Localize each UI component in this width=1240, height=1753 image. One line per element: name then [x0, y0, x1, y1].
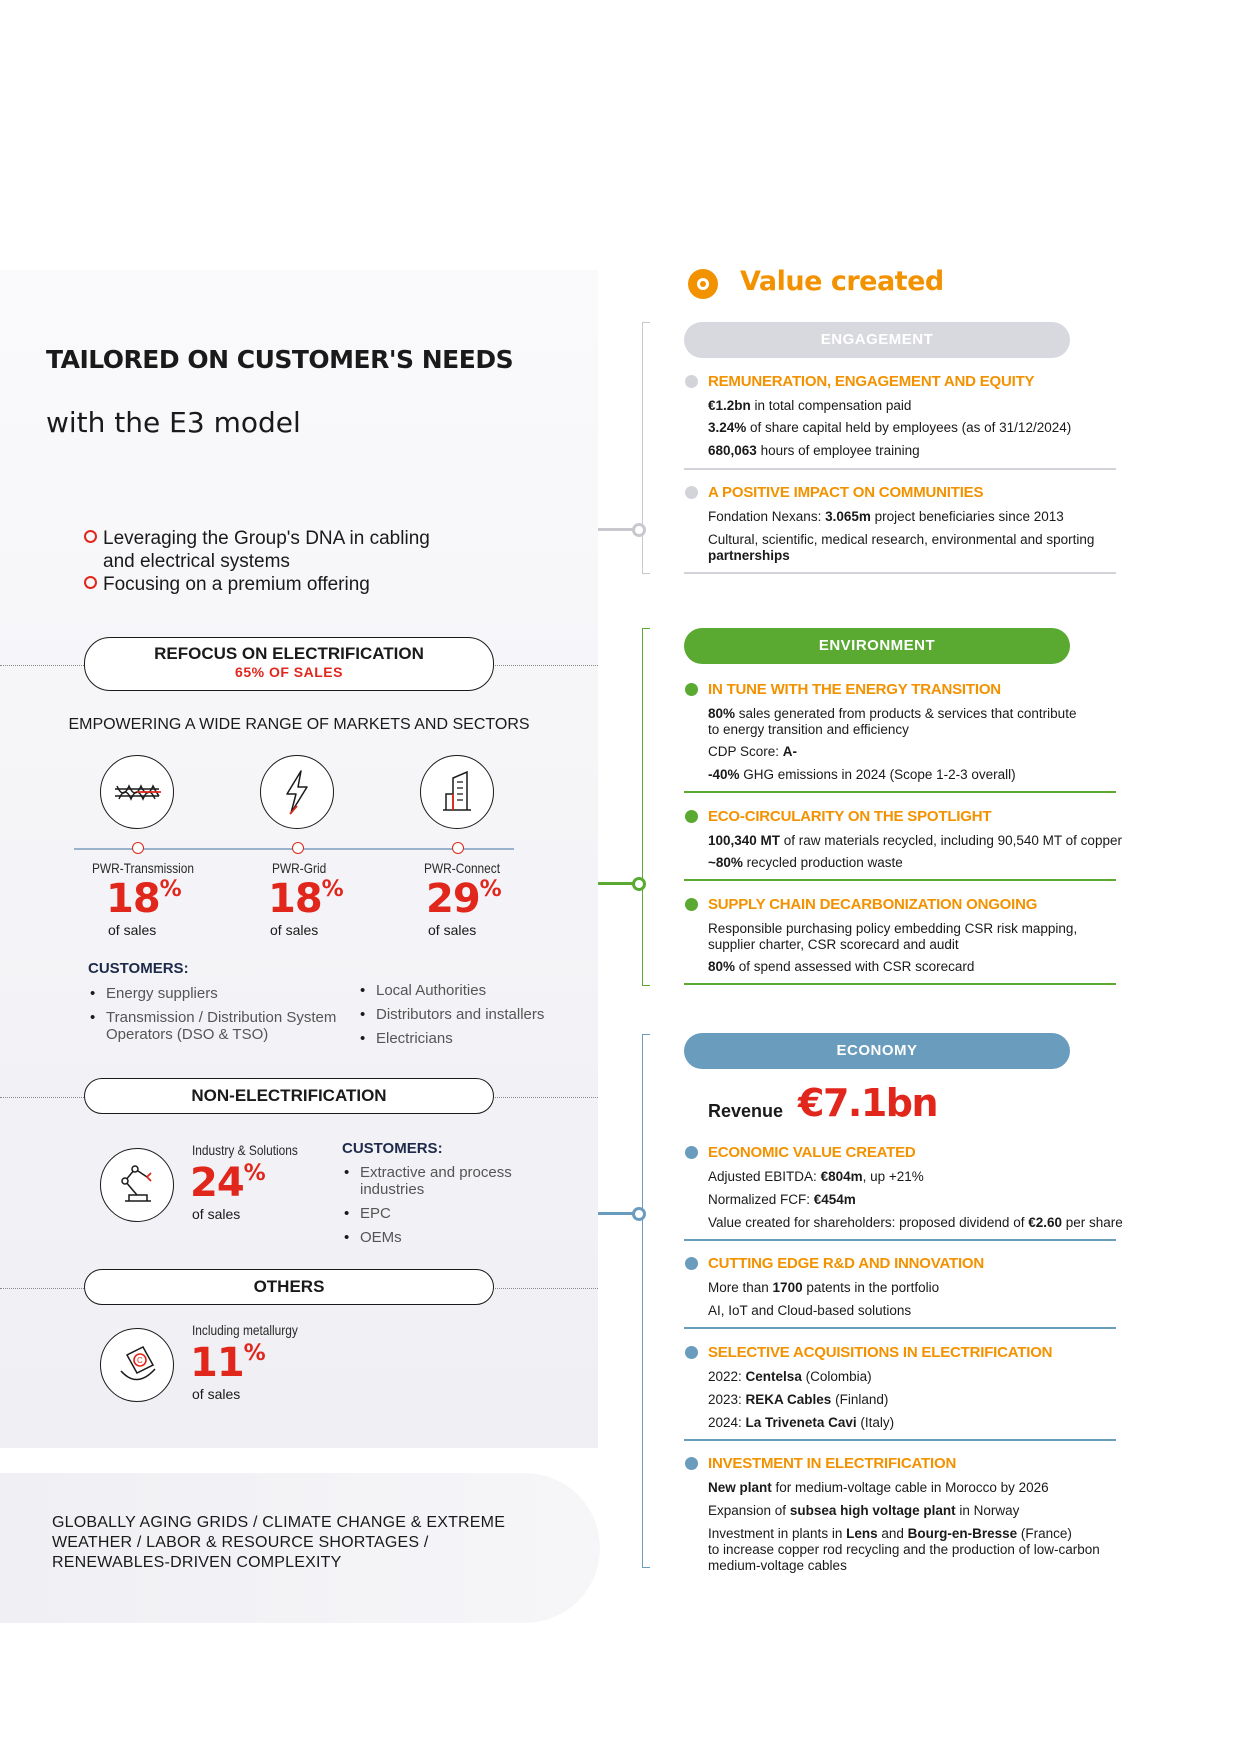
- segment-name: Industry & Solutions: [192, 1142, 298, 1158]
- engagement-node: [632, 523, 646, 537]
- item-line: 3.24% of share capital held by employees (as of 31/12/2024): [708, 420, 1072, 435]
- dna-text: [84, 527, 430, 596]
- item-heading: INVESTMENT IN ELECTRIFICATION: [708, 1455, 957, 1472]
- segment-name: PWR-Connect: [424, 860, 501, 876]
- segment-pct: 24%: [190, 1160, 265, 1206]
- revenue-value: €7.1bn: [798, 1081, 938, 1125]
- item-line: Value created for shareholders: proposed dividend of €2.60 per share: [708, 1215, 1123, 1230]
- item-line: Adjusted EBITDA: €804m, up +21%: [708, 1169, 924, 1184]
- dna-line-1: Leveraging the Group's DNA in cabling: [103, 528, 430, 549]
- bottom-line: GLOBALLY AGING GRIDS / CLIMATE CHANGE & EXTREME: [52, 1514, 506, 1531]
- engagement-pill: ENGAGEMENT: [684, 322, 1070, 358]
- ring-bullet-icon: [84, 576, 97, 589]
- item-line: Fondation Nexans: 3.065m project beneficiaries since 2013: [708, 509, 1064, 524]
- segment-pct: 11%: [190, 1340, 265, 1386]
- item-heading: REMUNERATION, ENGAGEMENT AND EQUITY: [708, 373, 1035, 390]
- economy-dot: [685, 1457, 698, 1470]
- item-line: Expansion of subsea high voltage plant in Norway: [708, 1503, 1020, 1518]
- customers-list-2: [358, 982, 568, 1054]
- environment-node: [632, 877, 646, 891]
- segment-sales: of sales: [108, 922, 157, 938]
- list-item: • Extractive and process industries: [342, 1164, 542, 1198]
- item-line: ~80% recycled production waste: [708, 855, 903, 870]
- segment-sales: of sales: [270, 922, 319, 938]
- item-line: AI, IoT and Cloud-based solutions: [708, 1303, 912, 1318]
- page-title: TAILORED ON CUSTOMER'S NEEDS: [46, 345, 514, 374]
- non-elec-customers: [342, 1164, 542, 1253]
- engagement-dot: [685, 375, 698, 388]
- separator: [684, 1239, 1116, 1241]
- page-subtitle: with the E3 model: [46, 406, 301, 439]
- item-heading: SUPPLY CHAIN DECARBONIZATION ONGOING: [708, 896, 1038, 913]
- item-line: More than 1700 patents in the portfolio: [708, 1280, 940, 1295]
- environment-dot: [685, 810, 698, 823]
- environment-bracket: [642, 628, 650, 986]
- item-line: to energy transition and efficiency: [708, 722, 909, 737]
- value-created-title: Value created: [740, 266, 944, 297]
- environment-dot: [685, 898, 698, 911]
- item-line: partnerships: [708, 548, 790, 563]
- item-heading: SELECTIVE ACQUISITIONS IN ELECTRIFICATION: [708, 1344, 1053, 1361]
- item-line: 2022: Centelsa (Colombia): [708, 1369, 872, 1384]
- markets-heading: EMPOWERING A WIDE RANGE OF MARKETS AND SECTORS: [68, 716, 530, 733]
- list-item: • Local Authorities: [358, 982, 568, 999]
- robot-arm-icon: [100, 1148, 174, 1222]
- engagement-dot: [685, 486, 698, 499]
- item-line: supplier charter, CSR scorecard and audit: [708, 937, 959, 952]
- item-line: Investment in plants in Lens and Bourg-en-Bresse (France): [708, 1526, 1072, 1541]
- ring-bullet-icon: [84, 530, 97, 543]
- list-item: • Electricians: [358, 1030, 568, 1047]
- item-line: medium-voltage cables: [708, 1558, 847, 1573]
- environment-dot: [685, 683, 698, 696]
- customers-label: CUSTOMERS:: [342, 1140, 443, 1157]
- item-line: €1.2bn in total compensation paid: [708, 398, 912, 413]
- list-item: • Energy suppliers: [88, 985, 338, 1002]
- item-line: 80% sales generated from products & services that contribute: [708, 706, 1077, 721]
- non-electrification-pill: [84, 1078, 494, 1114]
- node-dot: [132, 842, 144, 854]
- economy-bracket: [642, 1034, 650, 1568]
- economy-dot: [685, 1346, 698, 1359]
- segment-pct: 18%: [268, 876, 343, 922]
- segment-name: PWR-Transmission: [92, 860, 195, 876]
- list-item: • OEMs: [342, 1229, 542, 1246]
- list-item: • EPC: [342, 1205, 542, 1222]
- segment-sales: of sales: [192, 1206, 241, 1222]
- economy-node: [632, 1207, 646, 1221]
- separator: [684, 791, 1116, 793]
- others-pill: [84, 1269, 494, 1305]
- engagement-bracket: [642, 322, 650, 574]
- separator: [684, 879, 1116, 881]
- environment-pill: ENVIRONMENT: [684, 628, 1070, 664]
- economy-pill: ECONOMY: [684, 1033, 1070, 1069]
- economy-dot: [685, 1146, 698, 1159]
- bottom-line: RENEWABLES-DRIVEN COMPLEXITY: [52, 1554, 342, 1571]
- revenue-label: Revenue: [708, 1101, 784, 1121]
- list-item: • Distributors and installers: [358, 1006, 568, 1023]
- separator: [684, 983, 1116, 985]
- item-line: 2024: La Triveneta Cavi (Italy): [708, 1415, 895, 1430]
- segment-name: PWR-Grid: [272, 860, 327, 876]
- value-created-icon: [688, 269, 718, 299]
- refocus-pill: [84, 637, 494, 691]
- economy-dot: [685, 1257, 698, 1270]
- non-elec-title: NON-ELECTRIFICATION: [191, 1086, 387, 1105]
- item-line: 80% of spend assessed with CSR scorecard: [708, 959, 975, 974]
- customers-list-1: [88, 985, 338, 1050]
- item-line: CDP Score: A-: [708, 744, 798, 759]
- item-line: Normalized FCF: €454m: [708, 1192, 856, 1207]
- others-title: OTHERS: [253, 1277, 325, 1296]
- item-line: Responsible purchasing policy embedding CSR risk mapping,: [708, 921, 1078, 936]
- segment-pct: 18%: [106, 876, 181, 922]
- item-heading: ECO-CIRCULARITY ON THE SPOTLIGHT: [708, 808, 992, 825]
- building-icon: [420, 755, 494, 829]
- item-line: to increase copper rod recycling and the production of low-carbon: [708, 1542, 1100, 1557]
- item-line: 100,340 MT of raw materials recycled, including 90,540 MT of copper: [708, 833, 1122, 848]
- lightning-icon: [260, 755, 334, 829]
- dna-line-2: and electrical systems: [103, 551, 290, 572]
- customers-label: CUSTOMERS:: [88, 960, 189, 977]
- list-item: • Transmission / Distribution System Operators (DSO & TSO): [88, 1009, 338, 1043]
- dna-line-3: Focusing on a premium offering: [103, 574, 370, 595]
- segment-sales: of sales: [192, 1386, 241, 1402]
- item-line: -40% GHG emissions in 2024 (Scope 1-2-3 overall): [708, 767, 1016, 782]
- svg-text:C: C: [137, 1356, 143, 1365]
- segment-sales: of sales: [428, 922, 477, 938]
- bottom-line: WEATHER / LABOR & RESOURCE SHORTAGES /: [52, 1534, 429, 1551]
- bottom-text: [52, 1513, 505, 1573]
- item-heading: ECONOMIC VALUE CREATED: [708, 1144, 916, 1161]
- segment-name: Including metallurgy: [192, 1322, 298, 1338]
- item-line: 680,063 hours of employee training: [708, 443, 920, 458]
- item-heading: CUTTING EDGE R&D AND INNOVATION: [708, 1255, 985, 1272]
- item-line: Cultural, scientific, medical research, environmental and sporting: [708, 532, 1095, 547]
- refocus-title: REFOCUS ON ELECTRIFICATION: [154, 644, 424, 663]
- separator: [684, 572, 1116, 574]
- node-dot: [292, 842, 304, 854]
- separator: [684, 1327, 1116, 1329]
- separator: [684, 1439, 1116, 1441]
- refocus-sub: 65% OF SALES: [235, 664, 343, 680]
- item-line: New plant for medium-voltage cable in Morocco by 2026: [708, 1480, 1049, 1495]
- cable-icon: [100, 755, 174, 829]
- separator: [684, 468, 1116, 470]
- metallurgy-icon: [100, 1328, 174, 1402]
- segment-pct: 29%: [426, 876, 501, 922]
- item-heading: IN TUNE WITH THE ENERGY TRANSITION: [708, 681, 1001, 698]
- item-line: 2023: REKA Cables (Finland): [708, 1392, 889, 1407]
- node-dot: [452, 842, 464, 854]
- item-heading: A POSITIVE IMPACT ON COMMUNITIES: [708, 484, 984, 501]
